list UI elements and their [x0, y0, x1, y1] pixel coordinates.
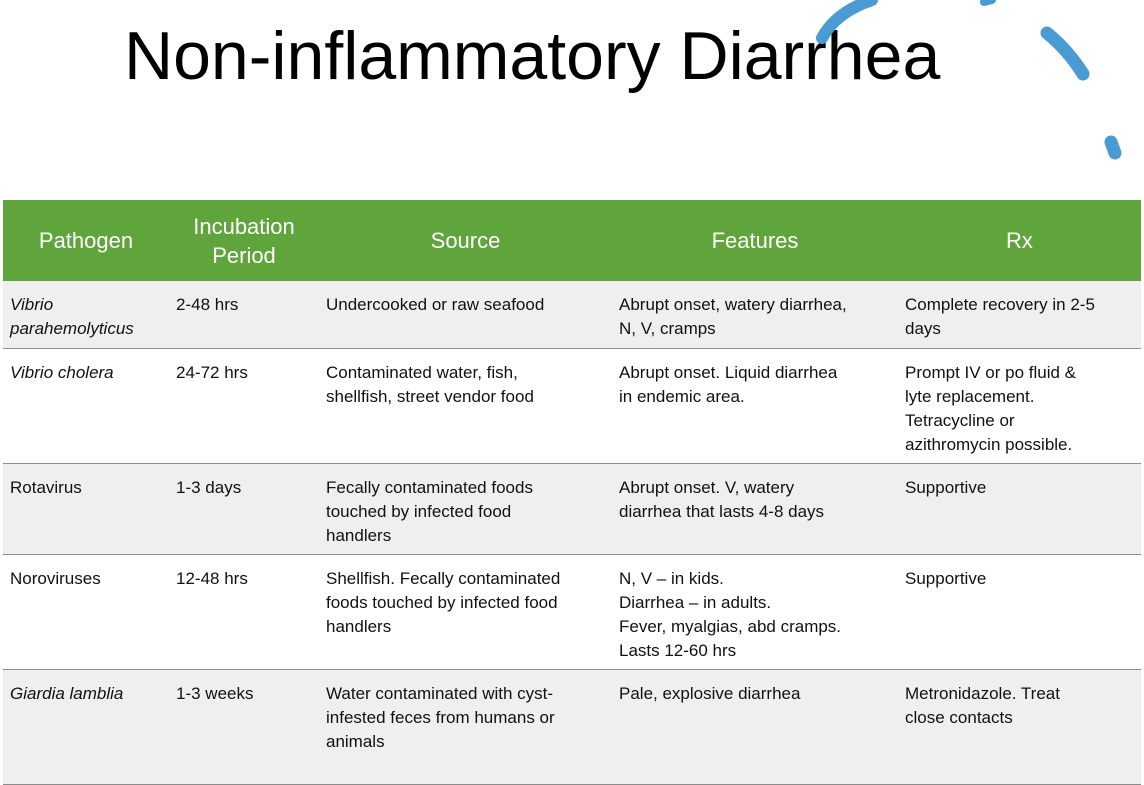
cell-source — [319, 463, 612, 554]
table-row — [3, 554, 1141, 669]
cell-line: Giardia lamblia — [10, 683, 124, 703]
cell-line: Abrupt onset. Liquid diarrhea — [619, 362, 838, 382]
cell-line: Shellfish. Fecally contaminated — [326, 568, 561, 588]
cell-line: handlers — [326, 525, 392, 545]
cell-line: foods touched by infected food — [326, 592, 558, 612]
cell-line: N, V – in kids. — [619, 568, 724, 588]
cell-source — [319, 348, 612, 463]
cell-incubation: 24-72 hrs — [169, 348, 319, 463]
cell-line: handlers — [326, 616, 392, 636]
cell-incubation: 12-48 hrs — [169, 554, 319, 669]
cell-line: days — [905, 319, 941, 338]
brush-stroke-dot-top — [984, 0, 992, 2]
cell-pathogen — [3, 669, 169, 784]
brush-stroke-short — [1111, 142, 1115, 153]
cell-features — [612, 463, 898, 554]
header-pathogen: Pathogen — [3, 200, 169, 281]
cell-source — [319, 281, 612, 348]
table-row — [3, 463, 1141, 554]
cell-line: lyte replacement. — [905, 386, 1035, 406]
cell-line: Abrupt onset, watery diarrhea, — [619, 295, 847, 314]
slide-title: Non-inflammatory Diarrhea — [124, 18, 941, 94]
cell-line: Fecally contaminated foods — [326, 477, 533, 497]
cell-line: N, V, cramps — [619, 319, 716, 338]
cell-rx — [898, 669, 1141, 784]
cell-line: Contaminated water, fish, — [326, 362, 518, 382]
cell-line: Complete recovery in 2-5 — [905, 295, 1095, 314]
cell-features — [612, 554, 898, 669]
cell-line: shellfish, street vendor food — [326, 386, 534, 406]
cell-line: Tetracycline or — [905, 410, 1015, 430]
cell-line: Supportive — [905, 477, 987, 497]
cell-rx — [898, 554, 1141, 669]
cell-line: Undercooked or raw seafood — [326, 295, 545, 314]
cell-line: Diarrhea – in adults. — [619, 592, 772, 612]
header-incubation-period — [169, 200, 319, 281]
cell-line: azithromycin possible. — [905, 434, 1073, 454]
brush-stroke-arc — [822, 0, 872, 38]
cell-line: Lasts 12-60 hrs — [619, 640, 737, 660]
pathogen-table — [3, 200, 1141, 785]
cell-line: Prompt IV or po fluid & — [905, 362, 1077, 382]
brush-stroke-diagonal — [1047, 33, 1083, 74]
cell-line: Supportive — [905, 568, 987, 588]
cell-features — [612, 281, 898, 348]
cell-line: animals — [326, 731, 385, 751]
table-header-row — [3, 200, 1141, 281]
cell-pathogen — [3, 463, 169, 554]
cell-line: Fever, myalgias, abd cramps. — [619, 616, 842, 636]
header-source: Source — [319, 200, 612, 281]
cell-line: Pale, explosive diarrhea — [619, 683, 801, 703]
cell-line: touched by infected food — [326, 501, 512, 521]
header-rx: Rx — [898, 200, 1141, 281]
cell-line: Vibrio — [10, 295, 54, 314]
cell-rx — [898, 348, 1141, 463]
cell-line: Water contaminated with cyst- — [326, 683, 554, 703]
cell-line: in endemic area. — [619, 386, 745, 406]
cell-rx — [898, 281, 1141, 348]
cell-line: Vibrio cholera — [10, 362, 114, 382]
decorative-brush-strokes — [0, 0, 1144, 200]
cell-line: Rotavirus — [10, 477, 82, 497]
cell-rx — [898, 463, 1141, 554]
cell-line: infested feces from humans or — [326, 707, 555, 727]
cell-incubation: 2-48 hrs — [169, 281, 319, 348]
cell-line: close contacts — [905, 707, 1013, 727]
cell-pathogen — [3, 348, 169, 463]
cell-features — [612, 669, 898, 784]
table-row — [3, 281, 1141, 348]
cell-line: diarrhea that lasts 4-8 days — [619, 501, 825, 521]
cell-pathogen — [3, 554, 169, 669]
header-incubation-line2: Period — [212, 242, 276, 268]
cell-incubation: 1-3 days — [169, 463, 319, 554]
cell-line: Metronidazole. Treat — [905, 683, 1060, 703]
header-incubation-line1: Incubation — [193, 213, 295, 239]
cell-pathogen — [3, 281, 169, 348]
cell-incubation: 1-3 weeks — [169, 669, 319, 784]
cell-source — [319, 554, 612, 669]
cell-line: Abrupt onset. V, watery — [619, 477, 795, 497]
table-row — [3, 348, 1141, 463]
header-features: Features — [612, 200, 898, 281]
cell-line: parahemolyticus — [10, 319, 134, 338]
cell-line: Noroviruses — [10, 568, 101, 588]
cell-features — [612, 348, 898, 463]
table-row — [3, 669, 1141, 784]
cell-source — [319, 669, 612, 784]
